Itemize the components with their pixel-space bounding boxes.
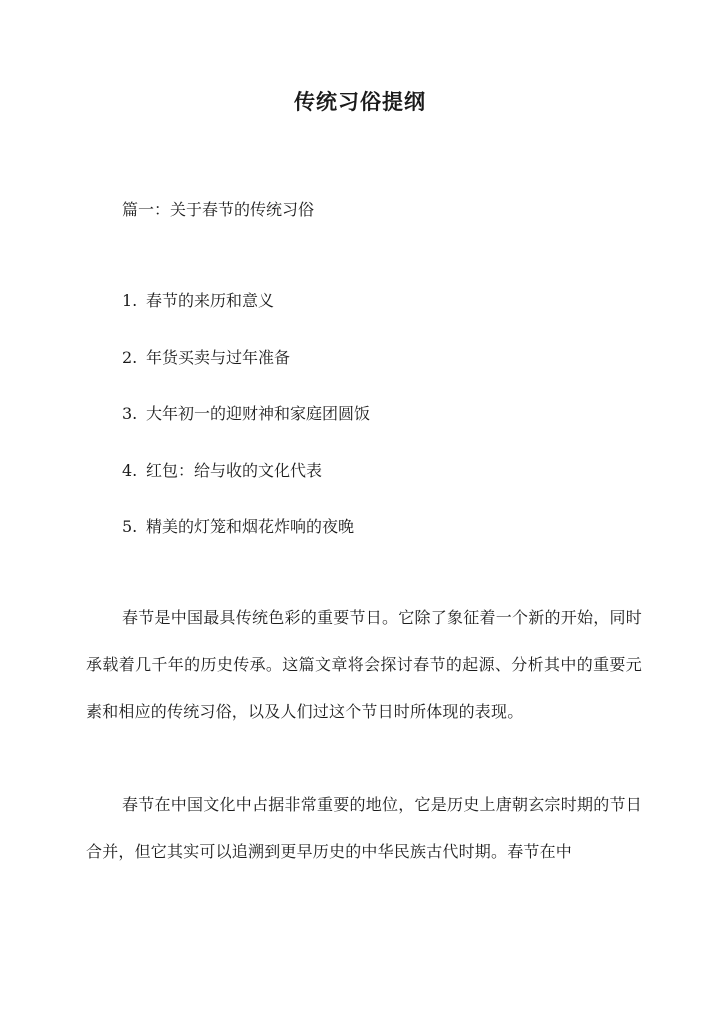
document-title: 传统习俗提纲 [294,89,426,114]
outline-item [122,289,370,346]
outline-item-text: 精美的灯笼和烟花炸响的夜晚 [146,517,355,536]
body-paragraph: 春节在中国文化中占据非常重要的地位，它是历史上唐朝玄宗时期的节日合并，但它其实可以追溯到更早历史的中华民族古代时期。春节在中 [86,795,642,861]
outline-item-text: 年货买卖与过年准备 [146,347,291,367]
outline-item [122,515,370,572]
outline-item-number: 2. [122,347,138,367]
outline-item-number: 3. [122,404,138,423]
outline-item [122,402,370,459]
section-title: 篇一：关于春节的传统习俗 [122,200,315,219]
outline-item [122,346,370,403]
outline-item-text: 大年初一的迎财神和家庭团圆饭 [146,404,371,423]
outline-item-number: 5. [122,517,138,536]
outline-list [122,289,370,572]
outline-item-text: 红包：给与收的文化代表 [146,460,323,480]
outline-item [122,459,370,516]
outline-item-number: 1. [122,291,138,310]
body-paragraph: 春节是中国最具传统色彩的重要节日。它除了象征着一个新的开始，同时承载着几千年的历史传承。这篇文章将会探讨春节的起源、分析其中的重要元素和相应的传统习俗，以及人们过这个节日时所体现的表现。 [86,608,642,721]
outline-item-number: 4. [122,460,138,480]
outline-item-text: 春节的来历和意义 [146,291,275,310]
